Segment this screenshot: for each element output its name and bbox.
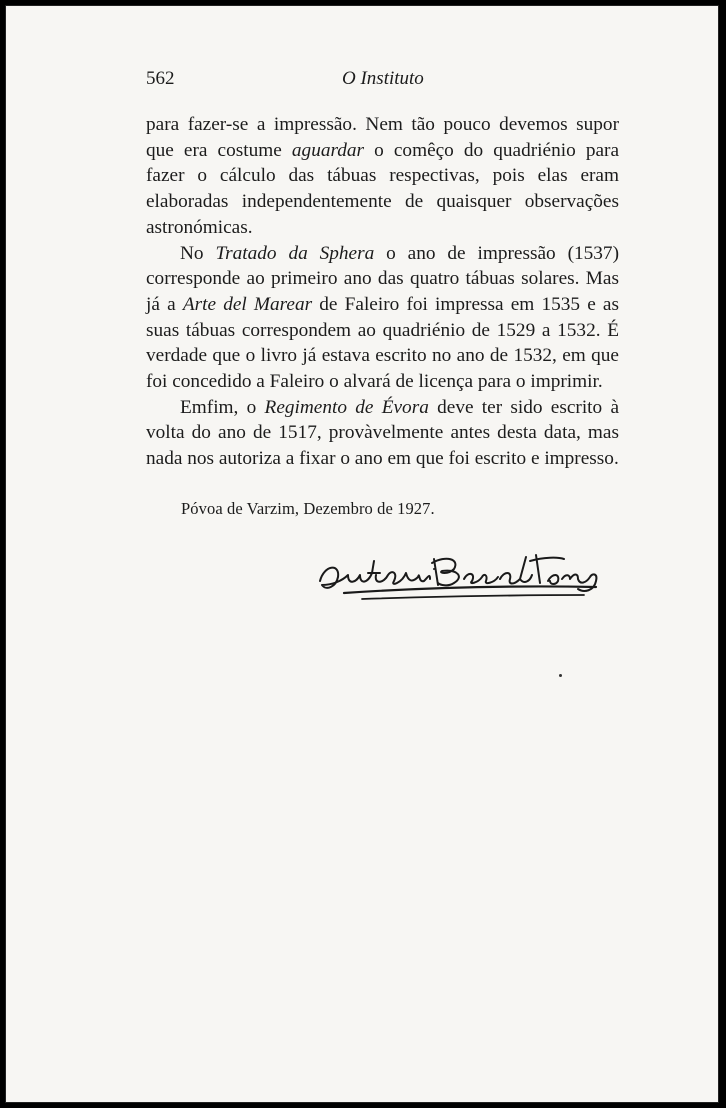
page-number: 562 xyxy=(146,68,175,89)
running-title: O Instituto xyxy=(342,68,424,89)
page-header xyxy=(146,68,626,98)
book-page xyxy=(5,5,719,1103)
paragraph-1-text: para fazer-se a impressão. Nem tão pouco devemos supor que era costume xyxy=(146,114,619,161)
paragraph-3-end: deve ter sido escrito à volta do ano de 1517, provàvelmente antes desta data, mas nada nos autoriza a fixar o ano em que foi escrito e impresso. xyxy=(146,396,620,470)
paragraph-2-emphasis-2: Arte del Marear xyxy=(182,293,313,315)
paragraph-2 xyxy=(146,241,619,395)
paragraph-1 xyxy=(146,112,619,241)
paragraph-2-end: de Faleiro foi impressa em 1535 e as suas tábuas correspondem ao quadriénio de 1529 a 1532. É verdade que o livro já estava escrito no ano de 1532, em que foi concedido a Faleiro o alvará de licença para o imprimir. xyxy=(146,293,619,393)
paragraph-1-emphasis: aguardar xyxy=(291,139,365,161)
handwritten-signature xyxy=(314,551,604,613)
paragraph-1-end: o comêço do quadriénio para fazer o cálculo das tábuas respectivas, pois elas eram elaboradas independentemente de quaisquer observações astronómicas. xyxy=(146,139,620,238)
ink-speck xyxy=(559,674,562,677)
paragraph-2-start: No xyxy=(180,242,216,264)
paragraph-3 xyxy=(146,395,619,472)
paragraph-2-emphasis-1: Tratado da Sphera xyxy=(215,242,375,264)
dateline: Póvoa de Varzim, Dezembro de 1927. xyxy=(181,499,435,518)
paragraph-3-start: Emfim, o xyxy=(180,396,265,418)
paragraph-2-middle: o ano de impressão (1537) corresponde ao primeiro ano das quatro tábuas solares. Mas já a xyxy=(146,242,619,315)
paragraph-3-emphasis: Regimento de Évora xyxy=(264,396,429,418)
body-text xyxy=(146,112,619,472)
